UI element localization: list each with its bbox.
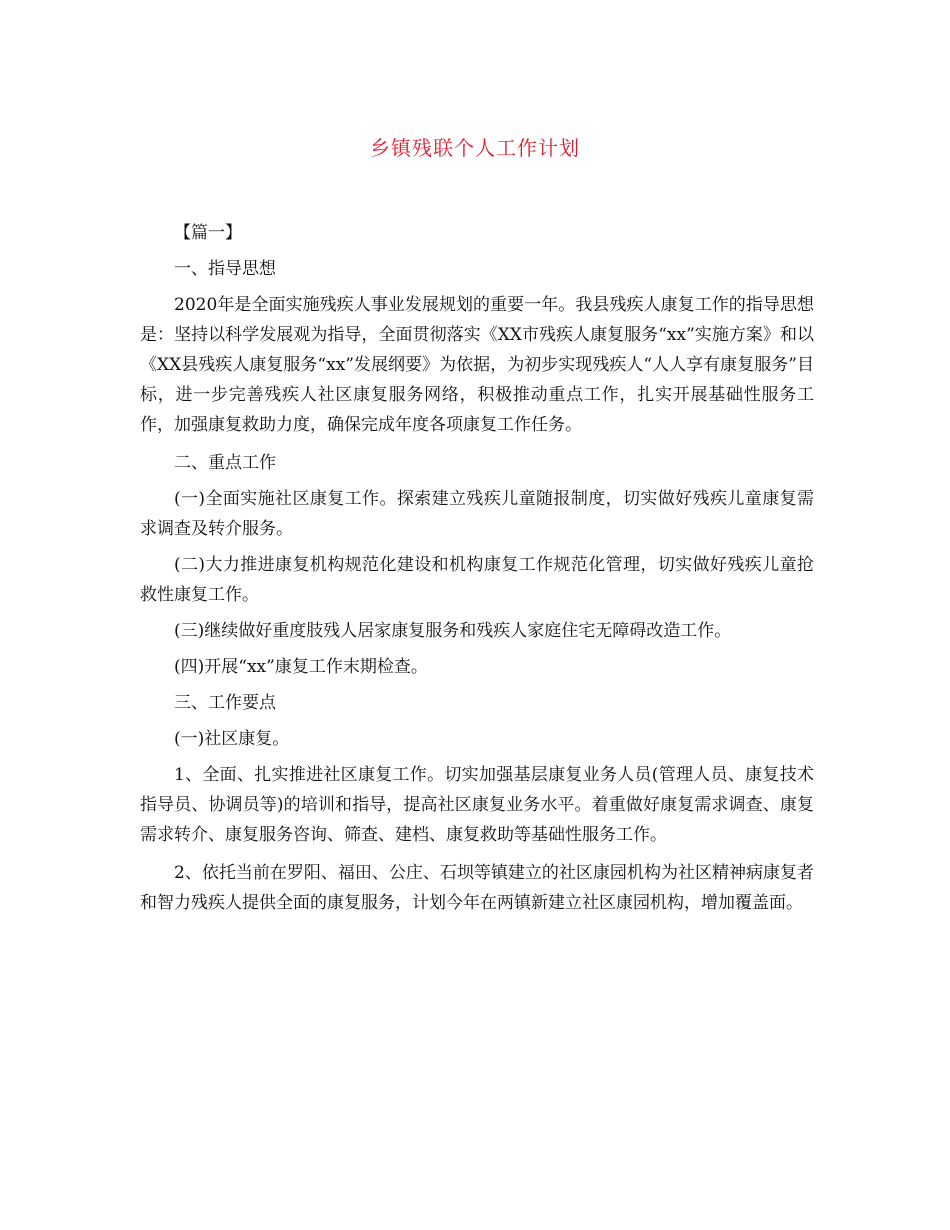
paragraph-work-point-2: 2、依托当前在罗阳、福田、公庄、石坝等镇建立的社区康园机构为社区精神病康复者和智力残疾人提供全面的康复服务，计划今年在两镇新建立社区康园机构，增加覆盖面。 <box>140 863 814 913</box>
paragraph-work-point-1: 1、全面、扎实推进社区康复工作。切实加强基层康复业务人员(管理人员、康复技术指导员、协调员等)的培训和指导，提高社区康复业务水平。着重做好康复需求调查、康复需求转介、康复服务咨询、筛查、建档、康复救助等基础性服务工作。 <box>140 765 814 845</box>
paragraph-key-work-3: (三)继续做好重度肢残人居家康复服务和残疾人家庭住宅无障碍改造工作。 <box>174 621 732 641</box>
heading-key-work: 二、重点工作 <box>174 453 276 473</box>
heading-work-points: 三、工作要点 <box>174 693 276 713</box>
heading-guiding-thought: 一、指导思想 <box>174 259 276 279</box>
paragraph-key-work-2: (二)大力推进康复机构规范化建设和机构康复工作规范化管理，切实做好残疾儿童抢救性康复工作。 <box>140 555 814 605</box>
paragraph-guiding-thought: 2020年是全面实施残疾人事业发展规划的重要一年。我县残疾人康复工作的指导思想是：坚持以科学发展观为指导，全面贯彻落实《XX市残疾人康复服务“xx”实施方案》和以《XX县残疾人康复服务“xx”发展纲要》为依据，为初步实现残疾人“人人享有康复服务”目标，进一步完善残疾人社区康复服务网络，积极推动重点工作，扎实开展基础性服务工作，加强康复救助力度，确保完成年度各项康复工作任务。 <box>140 295 814 435</box>
document-body <box>140 218 814 918</box>
section-label: 【篇一】 <box>174 223 242 243</box>
paragraph-key-work-1: (一)全面实施社区康复工作。探索建立残疾儿童随报制度，切实做好残疾儿童康复需求调查及转介服务。 <box>140 489 814 539</box>
paragraph-key-work-4: (四)开展“xx”康复工作末期检查。 <box>174 657 428 677</box>
subheading-community-rehab: (一)社区康复。 <box>174 729 290 749</box>
document-title: 乡镇残联个人工作计划 <box>370 136 580 160</box>
